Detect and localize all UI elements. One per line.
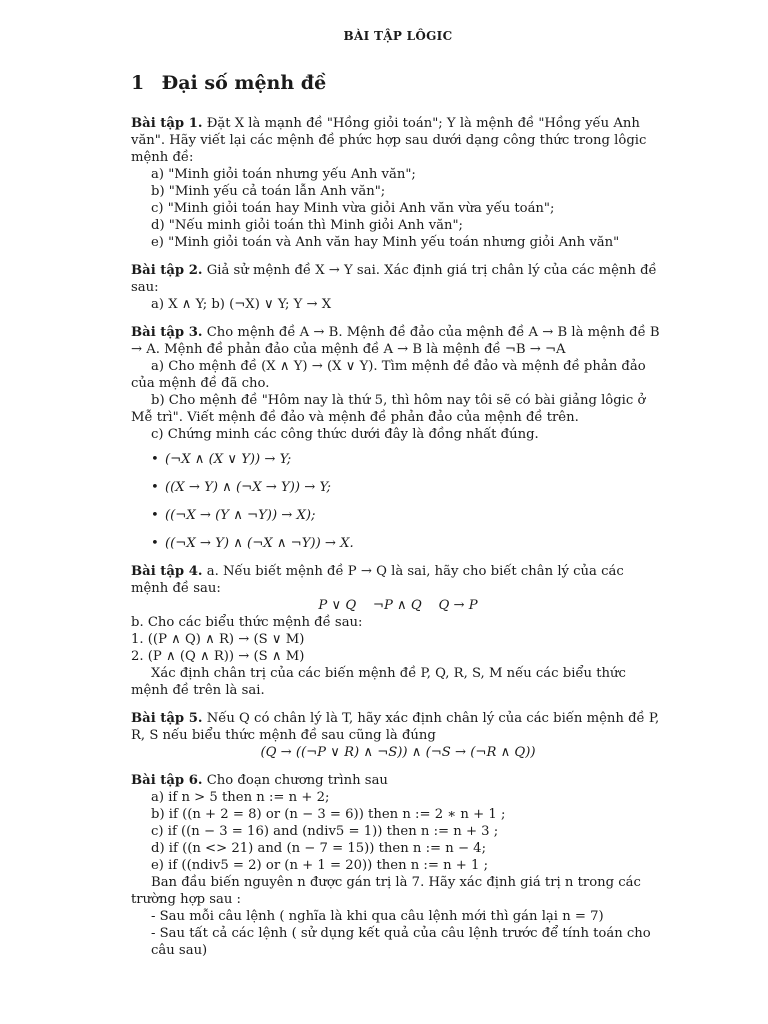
exercise-3-part-b: b) Cho mệnh đề "Hôm nay là thứ 5, thì hôm nay tôi sẽ có bài giảng lôgic ở Mễ trì". Viết mệnh đề đảo và mệnh đề phản đảo của mệnh đề trên. bbox=[131, 393, 646, 425]
formula-item: • ((¬X → Y) ∧ (¬X ∧ ¬Y)) → X. bbox=[151, 535, 665, 552]
exercise-3-formula-list bbox=[131, 451, 665, 552]
exercise-6-closing: Ban đầu biến nguyên n được gán trị là 7. Hãy xác định giá trị n trong các trường hợp sau : bbox=[131, 875, 641, 907]
formula-item: • ((X → Y) ∧ (¬X → Y)) → Y; bbox=[151, 479, 665, 496]
exercise-1-intro: Đặt X là mạnh đề "Hồng giỏi toán"; Y là mệnh đề "Hồng yếu Anh văn". Hãy viết lại các mệnh đề phức hợp sau dưới dạng công thức trong lôgic mệnh đề: bbox=[131, 116, 647, 165]
document-header: BÀI TẬP LÔGIC bbox=[343, 29, 453, 43]
document-page bbox=[131, 28, 665, 970]
exercise-5-intro: Nếu Q có chân lý là T, hãy xác định chân lý của các biến mệnh đề P, R, S nếu biểu thức mệnh đề sau cũng là đúng bbox=[131, 711, 660, 743]
formula-item: • ((¬X → (Y ∧ ¬Y)) → X); bbox=[151, 507, 665, 524]
exercise-4-conclusion: Xác định chân trị của các biến mệnh đề P, Q, R, S, M nếu các biểu thức mệnh đề trên là sai. bbox=[131, 666, 626, 698]
exercise-1-item: d) "Nếu minh giỏi toán thì Minh giỏi Anh văn"; bbox=[151, 218, 464, 233]
exercise-3-label: Bài tập 3. bbox=[131, 325, 203, 340]
exercise-2-label: Bài tập 2. bbox=[131, 263, 203, 278]
exercise-5-label: Bài tập 5. bbox=[131, 711, 203, 726]
section-title bbox=[131, 71, 665, 95]
exercise-4-label: Bài tập 4. bbox=[131, 564, 203, 579]
program-line: b) if ((n + 2 = 8) or (n − 3 = 6)) then n := 2 ∗ n + 1 ; bbox=[151, 807, 506, 822]
exercise-2-line: a) X ∧ Y; b) (¬X) ∨ Y; Y → X bbox=[151, 297, 332, 312]
exercise-6 bbox=[131, 772, 665, 959]
exercise-4-display-formula: P ∨ Q ¬P ∧ Q Q → P bbox=[318, 598, 478, 613]
exercise-1-item: c) "Minh giỏi toán hay Minh vừa giỏi Anh văn vừa yếu toán"; bbox=[151, 201, 555, 216]
program-line: e) if ((ndiv5 = 2) or (n + 1 = 20)) then n := n + 1 ; bbox=[151, 858, 489, 873]
section-number: 1 bbox=[131, 72, 145, 94]
exercise-6-case-2: - Sau tất cả các lệnh ( sử dụng kết quả của câu lệnh trước để tính toán cho câu sau) bbox=[151, 926, 651, 958]
exercise-3 bbox=[131, 324, 665, 552]
exercise-4-part-b-intro: b. Cho các biểu thức mệnh đề sau: bbox=[131, 615, 363, 630]
exercise-3-part-a: a) Cho mệnh đề (X ∧ Y) → (X ∨ Y). Tìm mệnh đề đảo và mệnh đề phản đảo của mệnh đề đã cho. bbox=[131, 359, 646, 391]
exercise-1 bbox=[131, 115, 665, 251]
exercise-5 bbox=[131, 710, 665, 761]
exercise-3-part-c: c) Chứng minh các công thức dưới đây là đồng nhất đúng. bbox=[151, 427, 539, 442]
exercise-2 bbox=[131, 262, 665, 313]
exercise-1-item: b) "Minh yếu cả toán lẫn Anh văn"; bbox=[151, 184, 386, 199]
exercise-1-item: a) "Minh giỏi toán nhưng yếu Anh văn"; bbox=[151, 167, 416, 182]
exercise-6-case-1: - Sau mỗi câu lệnh ( nghĩa là khi qua câu lệnh mới thì gán lại n = 7) bbox=[151, 909, 604, 924]
program-line: d) if ((n <> 21) and (n − 7 = 15)) then n := n − 4; bbox=[151, 841, 487, 856]
exercise-6-label: Bài tập 6. bbox=[131, 773, 203, 788]
program-line: a) if n > 5 then n := n + 2; bbox=[151, 790, 330, 805]
exercise-4-intro: a. Nếu biết mệnh đề P → Q là sai, hãy cho biết chân lý của các mệnh đề sau: bbox=[131, 564, 624, 596]
section-title-text: Đại số mệnh đề bbox=[161, 72, 327, 94]
exercise-1-label: Bài tập 1. bbox=[131, 116, 203, 131]
exercise-4 bbox=[131, 563, 665, 699]
exercise-3-intro: Cho mệnh đề A → B. Mệnh đề đảo của mệnh đề A → B là mệnh đề B → A. Mệnh đề phản đảo của mệnh đề A → B là mệnh đề ¬B → ¬A bbox=[131, 325, 660, 357]
formula-item: • (¬X ∧ (X ∨ Y)) → Y; bbox=[151, 451, 665, 468]
exercise-1-item: e) "Minh giỏi toán và Anh văn hay Minh yếu toán nhưng giỏi Anh văn" bbox=[151, 235, 620, 250]
exercise-2-intro: Giả sử mệnh đề X → Y sai. Xác định giá trị chân lý của các mệnh đề sau: bbox=[131, 263, 657, 295]
exercise-4-formula-1: 1. ((P ∧ Q) ∧ R) → (S ∨ M) bbox=[131, 632, 305, 647]
program-line: c) if ((n − 3 = 16) and (ndiv5 = 1)) then n := n + 3 ; bbox=[151, 824, 499, 839]
exercise-6-intro: Cho đoạn chương trình sau bbox=[206, 773, 388, 788]
exercise-4-formula-2: 2. (P ∧ (Q ∧ R)) → (S ∧ M) bbox=[131, 649, 305, 664]
exercise-5-display-formula: (Q → ((¬P ∨ R) ∧ ¬S)) ∧ (¬S → (¬R ∧ Q)) bbox=[260, 745, 536, 760]
